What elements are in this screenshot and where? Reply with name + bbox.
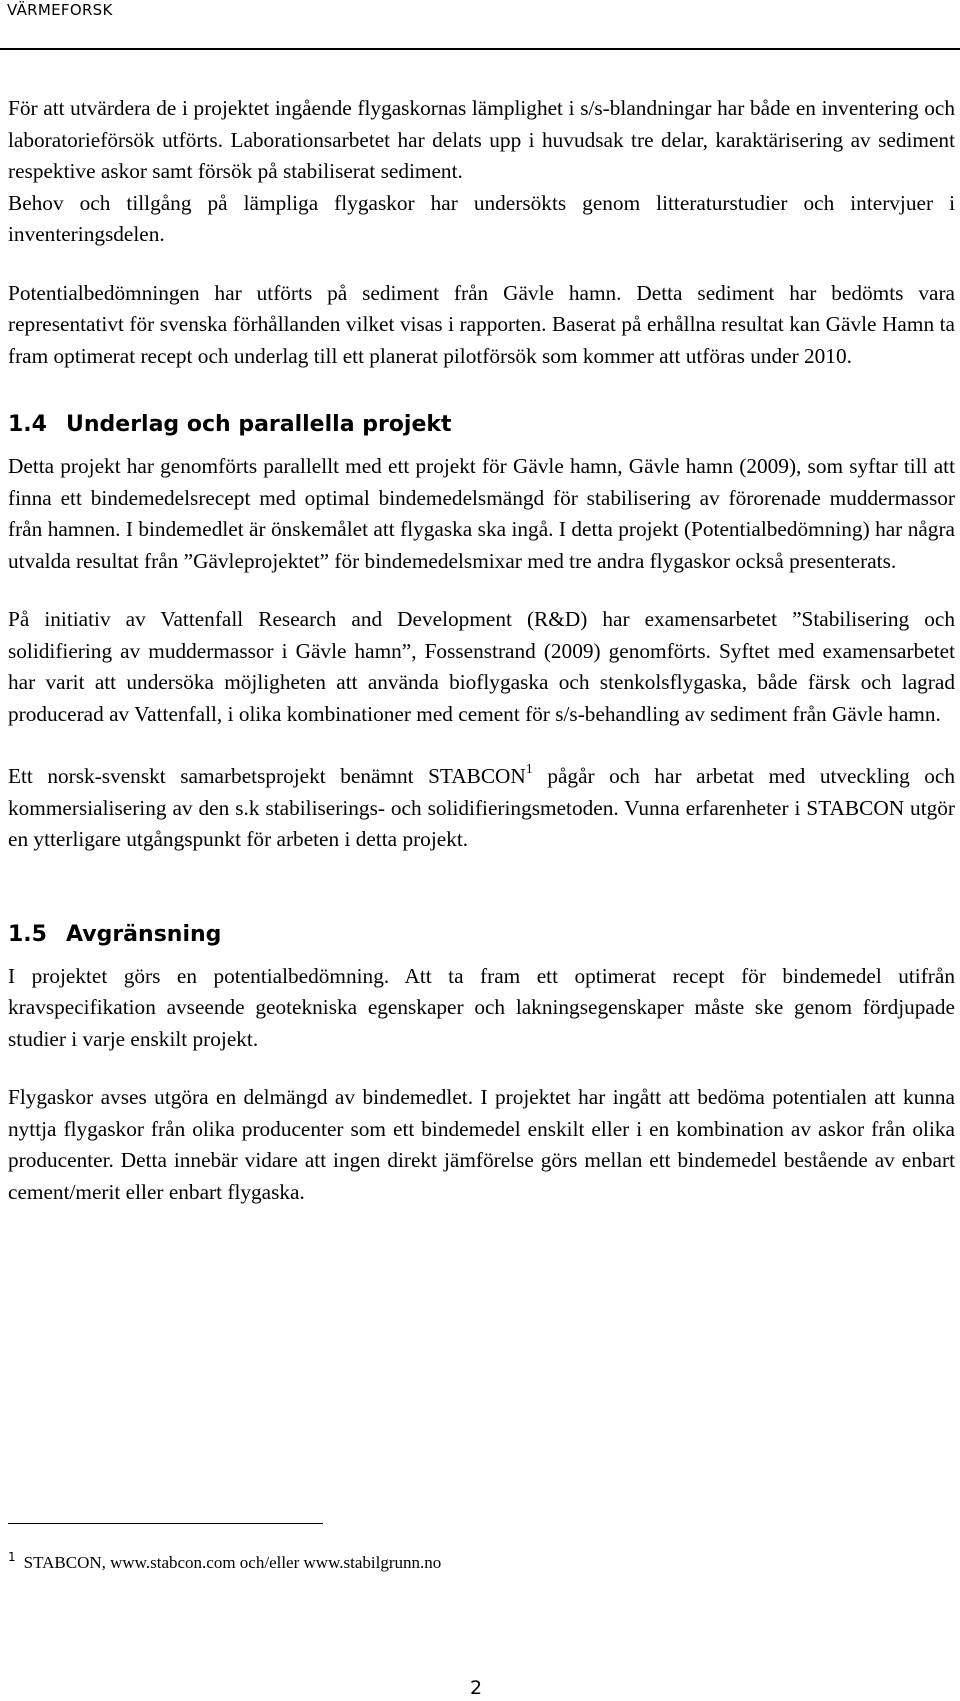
section-1-5-paragraph-1: I projektet görs en potentialbedömning. Att ta fram ett optimerat recept för bindemedel utifrån kravspecifikation avseende geotekniska egenskaper och lakningsegenskaper måste ske genom fördjupade studier i varje enskilt projekt. xyxy=(8,963,955,1051)
section-1-4-paragraph-3 xyxy=(8,761,955,856)
paragraph-text: Ett norsk-svenskt samarbetsprojekt benämnt STABCON xyxy=(8,764,526,788)
paragraph-text: pågår och har arbetat med utveckling och kommersialisering av den s.k stabiliserings- och solidifieringsmetoden. Vunna erfarenheter i STABCON utgör en ytterligare utgångspunkt för arbeten i detta projekt. xyxy=(8,764,955,851)
section-title: Avgränsning xyxy=(66,921,222,947)
running-header: VÄRMEFORSK xyxy=(7,1,113,19)
intro-paragraph-3: Potentialbedömningen har utförts på sediment från Gävle hamn. Detta sediment har bedömts vara representativt för svenska förhållanden vilket visas i rapporten. Baserat på erhållna resultat kan Gävle Hamn ta fram optimerat recept och underlag till ett planerat pilotförsök som kommer att utföras under 2010. xyxy=(8,280,955,368)
footnote-reference: 1 xyxy=(525,762,533,777)
section-1-5-paragraph-2: Flygaskor avses utgöra en delmängd av bindemedlet. I projektet har ingått att bedöma potentialen att kunna nyttja flygaskor från olika producenter som ett bindemedel enskilt eller i en kombination av askor från olika producenter. Detta innebär vidare att ingen direkt jämförelse görs mellan ett bindemedel bestående av enbart cement/merit eller enbart flygaska. xyxy=(8,1085,955,1204)
footnote-mark: 1 xyxy=(8,1550,16,1564)
section-heading-1-5 xyxy=(8,920,955,950)
footnote-text: STABCON, www.stabcon.com och/eller www.stabilgrunn.no xyxy=(23,1553,442,1572)
section-number: 1.5 xyxy=(8,921,47,947)
section-1-4-paragraph-2: På initiativ av Vattenfall Research and Development (R&D) har examensarbetet ”Stabilisering och solidifiering av muddermassor i Gävle hamn”, Fossenstrand (2009) genomförts. Syftet med examensarbetet har varit att undersöka möjligheten att använda bioflygaska och stenkolsflygaska, både färsk och lagrad producerad av Vattenfall, i olika kombinationer med cement för s/s-behandling av sediment från Gävle hamn. xyxy=(8,607,955,726)
section-number: 1.4 xyxy=(8,412,47,437)
footnote-divider xyxy=(8,1523,323,1524)
intro-paragraph-2: Behov och tillgång på lämpliga flygaskor har undersökts genom litteraturstudier och intervjuer i inventeringsdelen. xyxy=(8,190,955,246)
section-title: Underlag och parallella projekt xyxy=(66,412,452,437)
page-number: 2 xyxy=(470,1677,483,1699)
page-body xyxy=(8,93,955,1208)
footnote xyxy=(8,1552,441,1575)
section-1-4-paragraph-1: Detta projekt har genomförts parallellt med ett projekt för Gävle hamn, Gävle hamn (2009), som syftar till att finna ett bindemedelsrecept med optimal bindemedelsmängd för stabilisering av förorenade muddermassor från hamnen. I bindemedlet är önskemålet att flygaska ska ingå. I detta projekt (Potentialbedömning) har några utvalda resultat från ”Gävleprojektet” för bindemedelsmixar med tre andra flygaskor också presenterats. xyxy=(8,454,955,573)
intro-paragraph-1: För att utvärdera de i projektet ingående flygaskornas lämplighet i s/s-blandningar har både en inventering och laboratorieförsök utförts. Laborationsarbetet har delats upp i huvudsak tre delar, karaktärisering av sediment respektive askor samt försök på stabiliserat sediment. xyxy=(8,96,955,183)
header-divider xyxy=(0,48,960,50)
section-heading-1-4 xyxy=(8,410,955,440)
